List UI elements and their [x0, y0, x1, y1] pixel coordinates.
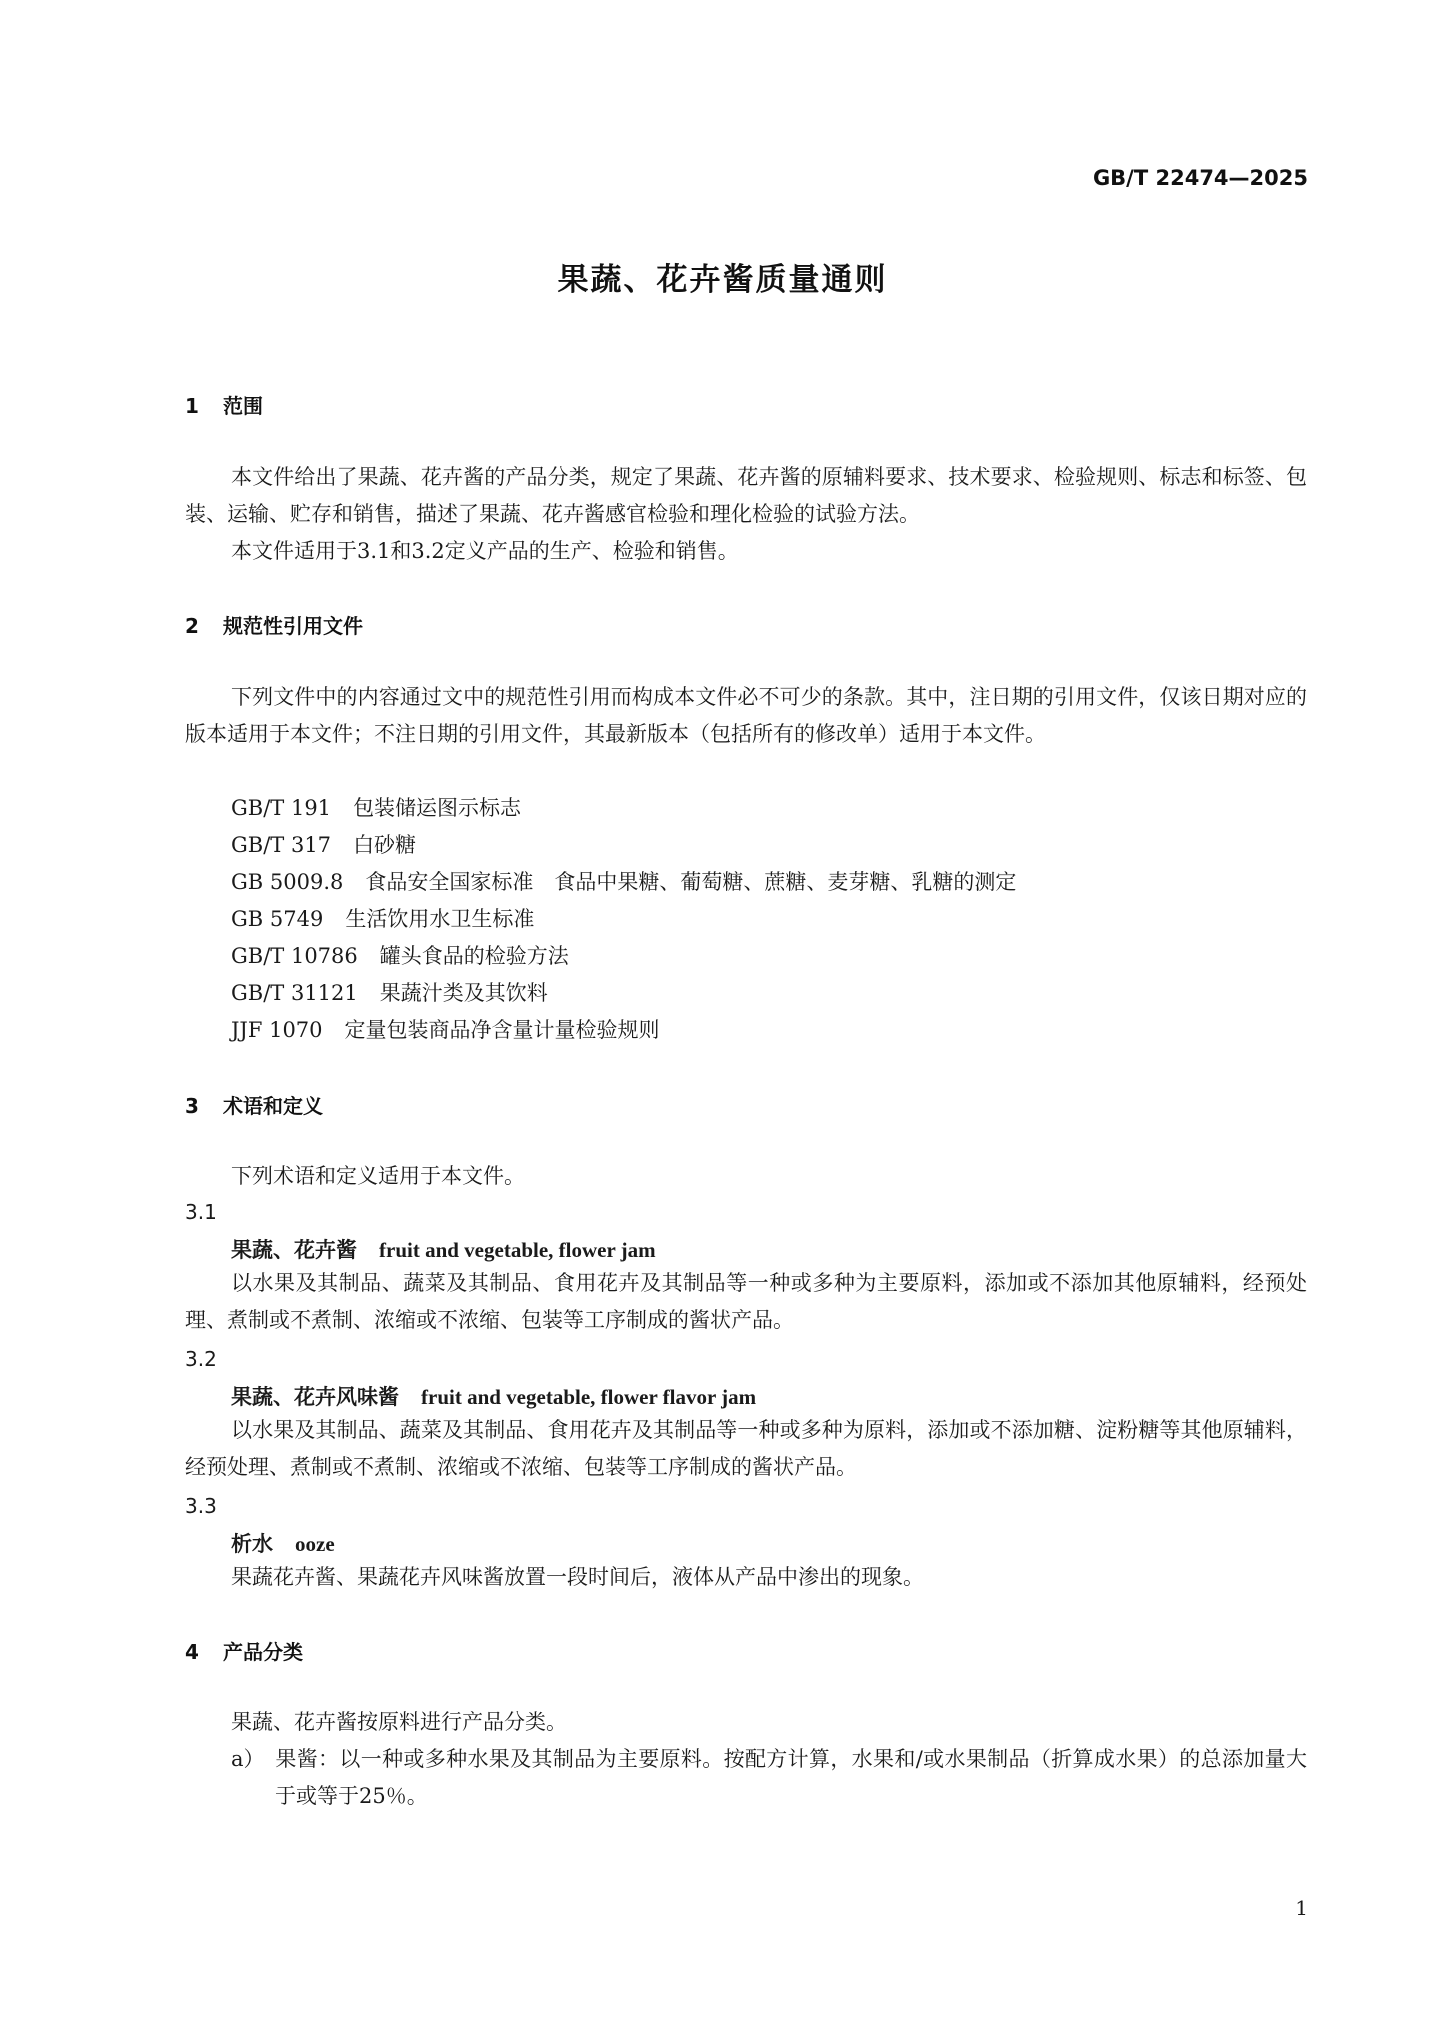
reference-title: 罐头食品的检验方法: [379, 944, 569, 968]
term-name-en: fruit and vegetable, flower jam: [379, 1238, 656, 1262]
reference-code: GB/T 317: [231, 833, 332, 857]
term-name: [231, 1528, 335, 1558]
reference-item: [231, 938, 569, 975]
term-name-zh: 果蔬、花卉酱: [231, 1237, 357, 1262]
section-title: 术语和定义: [223, 1094, 323, 1118]
reference-code: GB/T 10786: [231, 944, 358, 968]
section-number: 3: [185, 1094, 199, 1118]
reference-title: 生活饮用水卫生标准: [345, 907, 535, 931]
reference-title: 定量包装商品净含量计量检验规则: [344, 1018, 660, 1042]
section-number: 1: [185, 394, 199, 418]
reference-item: [231, 827, 416, 864]
term-definition: 以水果及其制品、蔬菜及其制品、食用花卉及其制品等一种或多种为主要原料，添加或不添加其他原辅料，经预处理、煮制或不煮制、浓缩或不浓缩、包装等工序制成的酱状产品。: [185, 1271, 1307, 1332]
section-title: 范围: [223, 394, 263, 418]
term-number: 3.1: [185, 1200, 217, 1224]
paragraph: 本文件给出了果蔬、花卉酱的产品分类，规定了果蔬、花卉酱的原辅料要求、技术要求、检验规则、标志和标签、包装、运输、贮存和销售，描述了果蔬、花卉酱感官检验和理化检验的试验方法。: [185, 465, 1307, 526]
document-title: 果蔬、花卉酱质量通则: [557, 262, 888, 298]
reference-item: [231, 864, 1016, 901]
reference-code: GB 5009.8: [231, 870, 344, 894]
paragraph: 下列术语和定义适用于本文件。: [231, 1164, 525, 1188]
list-item: [231, 1741, 1307, 1815]
reference-item: [231, 790, 521, 827]
page-number: 1: [1295, 1896, 1308, 1920]
term-number: 3.3: [185, 1494, 217, 1518]
term-definition: 果蔬花卉酱、果蔬花卉风味酱放置一段时间后，液体从产品中渗出的现象。: [231, 1565, 924, 1589]
section-number: 4: [185, 1640, 199, 1664]
paragraph: 下列文件中的内容通过文中的规范性引用而构成本文件必不可少的条款。其中，注日期的引用文件，仅该日期对应的版本适用于本文件；不注日期的引用文件，其最新版本（包括所有的修改单）适用于本文件。: [185, 685, 1307, 746]
section-title: 规范性引用文件: [223, 614, 363, 638]
reference-code: GB/T 31121: [231, 981, 358, 1005]
term-name-en: ooze: [295, 1532, 335, 1556]
reference-title: 白砂糖: [353, 833, 417, 857]
list-marker: a）: [231, 1747, 265, 1771]
section-heading: [185, 1636, 303, 1665]
reference-code: GB/T 191: [231, 796, 332, 820]
term-name: [231, 1381, 756, 1411]
term-name: [231, 1234, 656, 1264]
reference-title: 食品安全国家标准 食品中果糖、葡萄糖、蔗糖、麦芽糖、乳糖的测定: [365, 870, 1017, 894]
section-heading: [185, 610, 363, 639]
section-title: 产品分类: [223, 1640, 303, 1664]
term-definition: 以水果及其制品、蔬菜及其制品、食用花卉及其制品等一种或多种为原料，添加或不添加糖、淀粉糖等其他原辅料，经预处理、煮制或不煮制、浓缩或不浓缩、包装等工序制成的酱状产品。: [185, 1418, 1307, 1479]
reference-title: 包装储运图示标志: [353, 796, 522, 820]
reference-code: JJF 1070: [231, 1018, 323, 1042]
reference-item: [231, 975, 548, 1012]
paragraph: 果蔬、花卉酱按原料进行产品分类。: [231, 1710, 567, 1734]
term-name-en: fruit and vegetable, flower flavor jam: [421, 1385, 757, 1409]
reference-item: [231, 1012, 660, 1049]
term-number: 3.2: [185, 1347, 217, 1371]
paragraph: 本文件适用于3.1和3.2定义产品的生产、检验和销售。: [231, 539, 739, 563]
reference-item: [231, 901, 534, 938]
section-heading: [185, 390, 263, 419]
list-item-text: 果酱：以一种或多种水果及其制品为主要原料。按配方计算，水果和/或水果制品（折算成水果）的总添加量大于或等于25％。: [275, 1747, 1307, 1808]
section-heading: [185, 1090, 323, 1119]
reference-code: GB 5749: [231, 907, 324, 931]
term-name-zh: 析水: [231, 1531, 273, 1556]
reference-title: 果蔬汁类及其饮料: [379, 981, 548, 1005]
term-name-zh: 果蔬、花卉风味酱: [231, 1384, 399, 1409]
section-number: 2: [185, 614, 199, 638]
standard-number: GB/T 22474—2025: [1092, 166, 1308, 190]
